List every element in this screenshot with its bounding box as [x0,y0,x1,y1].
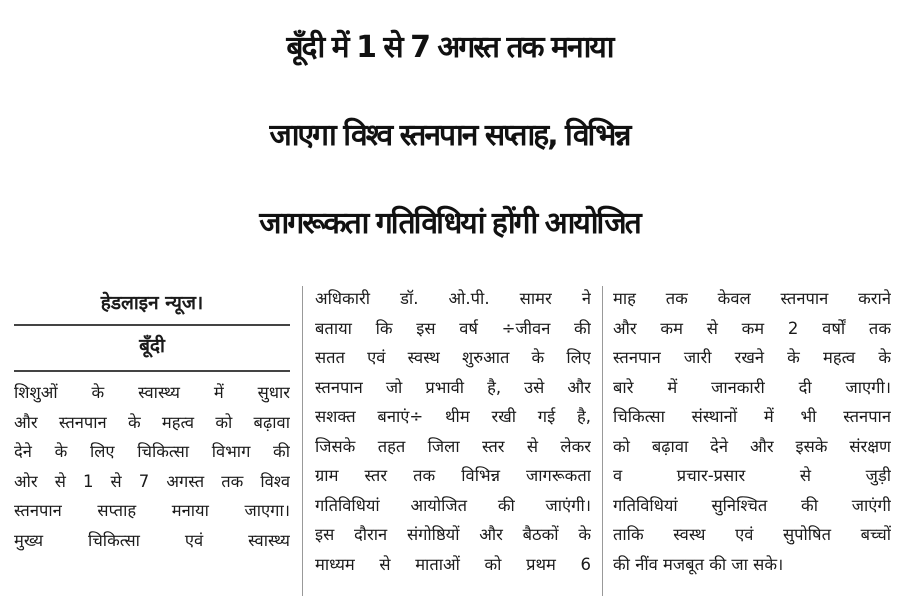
body-line: बताया कि इस वर्ष ÷जीवन की [315,318,591,338]
body-line: स्तनपान जो प्रभावी है, उसे और [315,377,591,397]
body-line: को बढ़ावा देने और इसके संरक्षण [613,436,891,456]
headline-line-1: बूँदी में 1 से 7 अगस्त तक मनाया [286,30,613,65]
byline: हेडलाइन न्यूज। [14,284,290,326]
body-line: सतत एवं स्वस्थ शुरुआत के लिए [315,348,591,367]
headline-line-3: जागरूकता गतिविधियां होंगी आयोजित [259,206,640,241]
body-line: व प्रचार-प्रसार से जुड़ी [613,466,891,485]
body-line: माध्यम से माताओं को प्रथम 6 [315,554,591,574]
body-line: शिशुओं के स्वास्थ्य में सुधार [14,383,290,402]
body-line: स्तनपान जारी रखने के महत्व के [613,348,891,367]
body-line: जिसके तहत जिला स्तर से लेकर [315,436,591,456]
body-line: माह तक केवल स्तनपान कराने [613,289,891,308]
body-line: देने के लिए चिकित्सा विभाग की [14,442,290,461]
body-line: गतिविधियां आयोजित की जाएंगी। [315,495,591,515]
body-line: ग्राम स्तर तक विभिन्न जागरूकता [315,466,591,485]
body-line: और कम से कम 2 वर्षों तक [613,318,891,338]
body-line: गतिविधियां सुनिश्चित की जाएंगी [613,495,891,515]
body-line: और स्तनपान के महत्व को बढ़ावा [14,412,290,432]
body-line: सशक्त बनाएं÷ थीम रखी गई है, [315,407,591,426]
column-divider-1 [302,286,303,596]
body-line: ओर से 1 से 7 अगस्त तक विश्व [14,471,290,491]
body-line: ताकि स्वस्थ एवं सुपोषित बच्चों [613,525,891,544]
headline [0,4,899,268]
body-line: चिकित्सा संस्थानों में भी स्तनपान [613,407,891,426]
article-column-1 [14,284,290,555]
body-line: की नींव मजबूत की जा सके। [613,554,784,574]
headline-line-2: जाएगा विश्व स्तनपान सप्ताह, विभिन्न [269,118,630,153]
body-line: अधिकारी डॉ. ओ.पी. सामर ने [315,289,591,308]
dateline: बूँदी [14,326,290,372]
body-line: इस दौरान संगोष्ठियों और बैठकों के [315,525,591,544]
column-divider-2 [602,286,603,596]
article-column-3 [613,284,891,579]
body-line: स्तनपान सप्ताह मनाया जाएगा। [14,501,290,520]
article-column-2 [315,284,591,579]
body-line: मुख्य चिकित्सा एवं स्वास्थ्य [14,530,290,550]
body-line: बारे में जानकारी दी जाएगी। [613,377,891,397]
